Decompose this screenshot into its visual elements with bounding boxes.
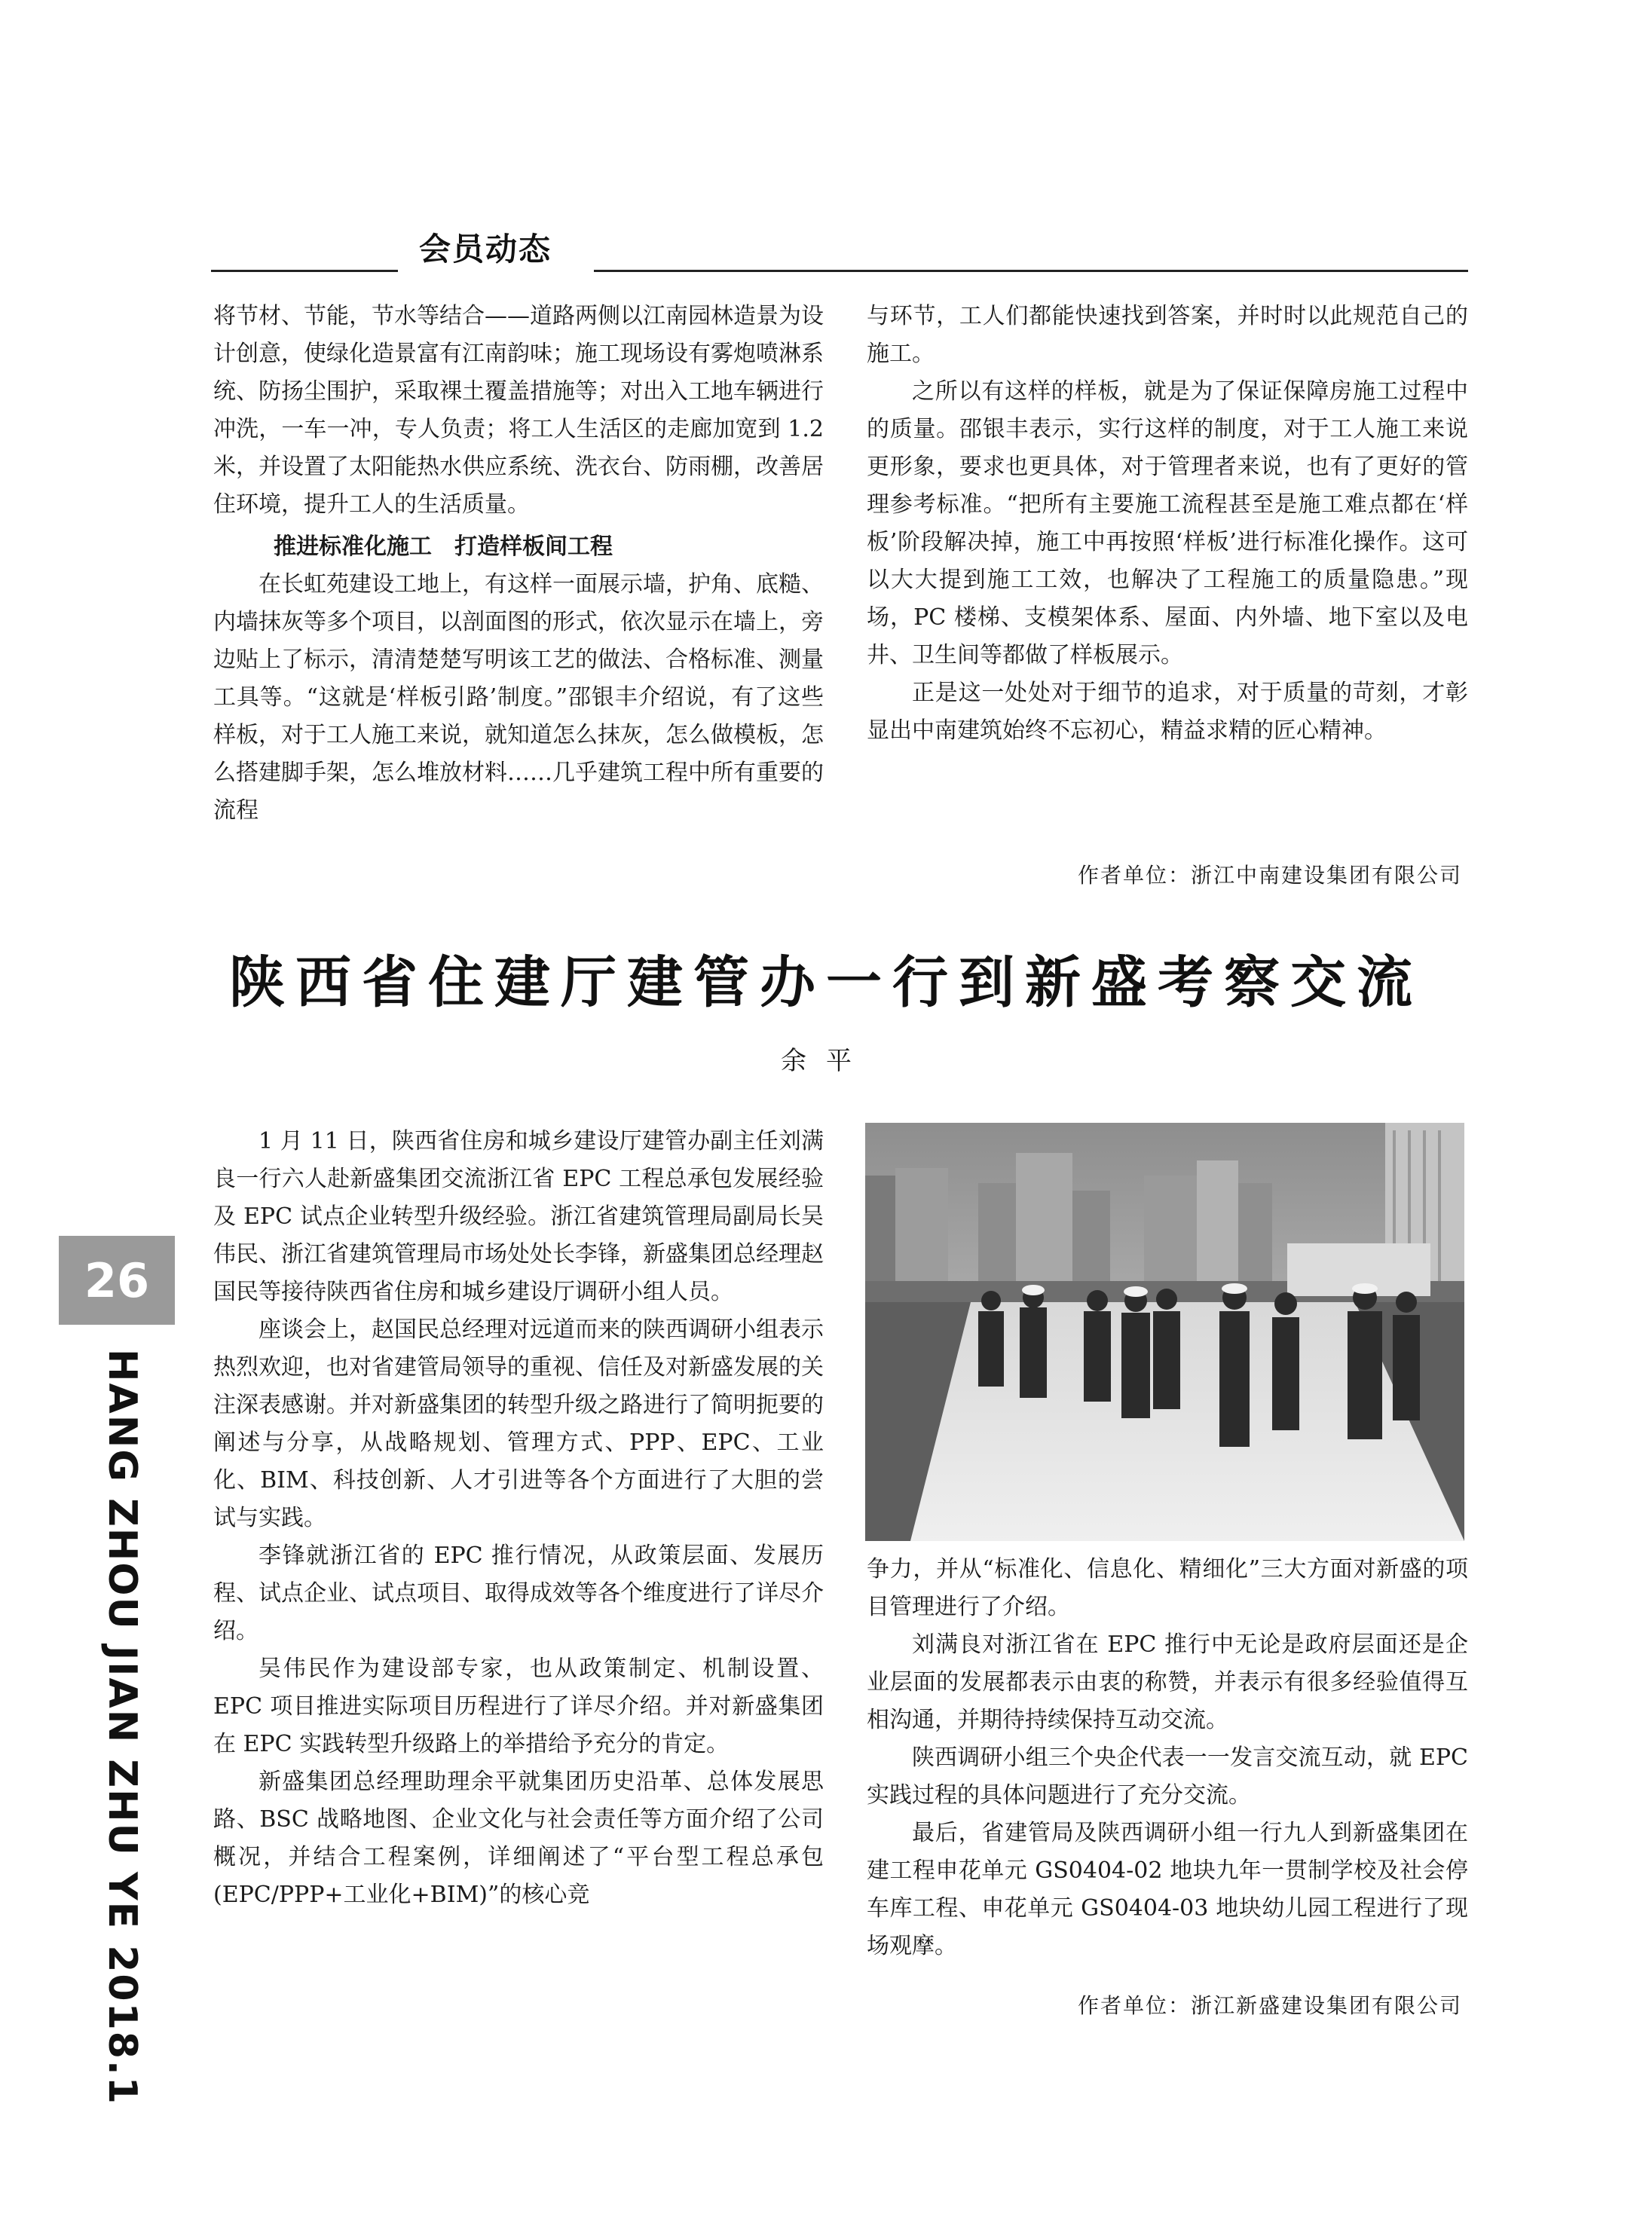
article2-right-column — [867, 1551, 1468, 1965]
paragraph: 最后，省建管局及陕西调研小组一行九人到新盛集团在建工程申花单元 GS0404-02 地块九年一贯制学校及社会停车库工程、申花单元 GS0404-03 地块幼儿园工程进行了现场观摩。 — [867, 1820, 1468, 1959]
site-visit-photo — [865, 1123, 1464, 1541]
paragraph: 在长虹苑建设工地上，有这样一面展示墙，护角、底糙、内墙抹灰等多个项目，以剖面图的形式，依次显示在墙上，旁边贴上了标示，清清楚楚写明该工艺的做法、合格标准、测量工具等。“这就是‘样板引路’制度。”邵银丰介绍说，有了这些样板，对于工人施工来说，就知道怎么抹灰，怎么做模板，怎么搭建脚手架，怎么堆放材料……几乎建筑工程中所有重要的流程 — [213, 571, 824, 824]
section-label: 会员动态 — [419, 231, 552, 268]
paragraph: 将节材、节能，节水等结合——道路两侧以江南园林造景为设计创意，使绿化造景富有江南韵味；施工现场设有雾炮喷淋系统、防扬尘围护，采取裸土覆盖措施等；对出入工地车辆进行冲洗，一车一冲，专人负责；将工人生活区的走廊加宽到 1.2 米，并设置了太阳能热水供应系统、洗衣台、防雨棚，改善居住环境，提升工人的生活质量。 — [213, 303, 824, 518]
subheading: 推进标准化施工 打造样板间工程 — [274, 534, 613, 560]
page-number: 26 — [59, 1236, 175, 1325]
paragraph: 正是这一处处对于细节的追求，对于质量的苛刻，才彰显出中南建筑始终不忘初心，精益求精的匠心精神。 — [867, 680, 1468, 744]
article1-left-column — [213, 298, 824, 830]
paragraph: 1 月 11 日，陕西省住房和城乡建设厅建管办副主任刘满良一行六人赴新盛集团交流浙江省 EPC 工程总承包发展经验及 EPC 试点企业转型升级经验。浙江省建筑管理局副局长吴伟民、浙江省建筑管理局市场处处长李锋，新盛集团总经理赵国民等接待陕西省住房和城乡建设厅调研小组人员。 — [213, 1128, 824, 1305]
article2-left-column — [213, 1123, 824, 1914]
article2-author-unit: 作者单位：浙江新盛建设集团有限公司 — [1077, 1993, 1462, 2018]
article2-title: 陕西省住建厅建管办一行到新盛考察交流 — [229, 950, 1423, 1015]
paragraph: 新盛集团总经理助理余平就集团历史沿革、总体发展思路、BSC 战略地图、企业文化与社会责任等方面介绍了公司概况，并结合工程案例，详细阐述了“平台型工程总承包(EPC/PPP+工业化+BIM)”的核心竞 — [213, 1769, 824, 1908]
article2-author: 余平 — [781, 1046, 871, 1076]
site-visit-photo-graphic — [865, 1123, 1464, 1541]
paragraph: 之所以有这样的样板，就是为了保证保障房施工过程中的质量。邵银丰表示，实行这样的制度，对于工人施工来说更形象，要求也更具体，对于管理者来说，也有了更好的管理参考标准。“把所有主要施工流程甚至是施工难点都在‘样板’阶段解决掉，施工中再按照‘样板’进行标准化操作。这可以大大提到施工工效，也解决了工程施工的质量隐患。”现场，PC 楼梯、支模架体系、屋面、内外墙、地下室以及电井、卫生间等都做了样板展示。 — [867, 378, 1468, 668]
article1-author-unit: 作者单位：浙江中南建设集团有限公司 — [1077, 863, 1462, 888]
article1-right-column — [867, 298, 1468, 750]
paragraph: 吴伟民作为建设部专家，也从政策制定、机制设置、EPC 项目推进实际项目历程进行了详尽介绍。并对新盛集团在 EPC 实践转型升级路上的举措给予充分的肯定。 — [213, 1656, 824, 1757]
paragraph: 与环节，工人们都能快速找到答案，并时时以此规范自己的施工。 — [867, 303, 1468, 367]
paragraph: 争力，并从“标准化、信息化、精细化”三大方面对新盛的项目管理进行了介绍。 — [867, 1556, 1468, 1620]
header-rule-right — [594, 270, 1468, 272]
header-rule-left — [211, 270, 398, 272]
journal-vertical-text: HANG ZHOU JIAN ZHU YE 2018.1 — [99, 1349, 145, 2105]
paragraph: 陕西调研小组三个央企代表一一发言交流互动，就 EPC 实践过程的具体问题进行了充分交流。 — [867, 1744, 1468, 1809]
paragraph: 李锋就浙江省的 EPC 推行情况，从政策层面、发展历程、试点企业、试点项目、取得成效等各个维度进行了详尽介绍。 — [213, 1543, 824, 1644]
paragraph: 座谈会上，赵国民总经理对远道而来的陕西调研小组表示热烈欢迎，也对省建管局领导的重视、信任及对新盛发展的关注深表感谢。并对新盛集团的转型升级之路进行了简明扼要的阐述与分享，从战略规划、管理方式、PPP、EPC、工业化、BIM、科技创新、人才引进等各个方面进行了大胆的尝试与实践。 — [213, 1316, 824, 1531]
paragraph: 刘满良对浙江省在 EPC 推行中无论是政府层面还是企业层面的发展都表示由衷的称赞，并表示有很多经验值得互相沟通，并期待持续保持互动交流。 — [867, 1631, 1468, 1733]
